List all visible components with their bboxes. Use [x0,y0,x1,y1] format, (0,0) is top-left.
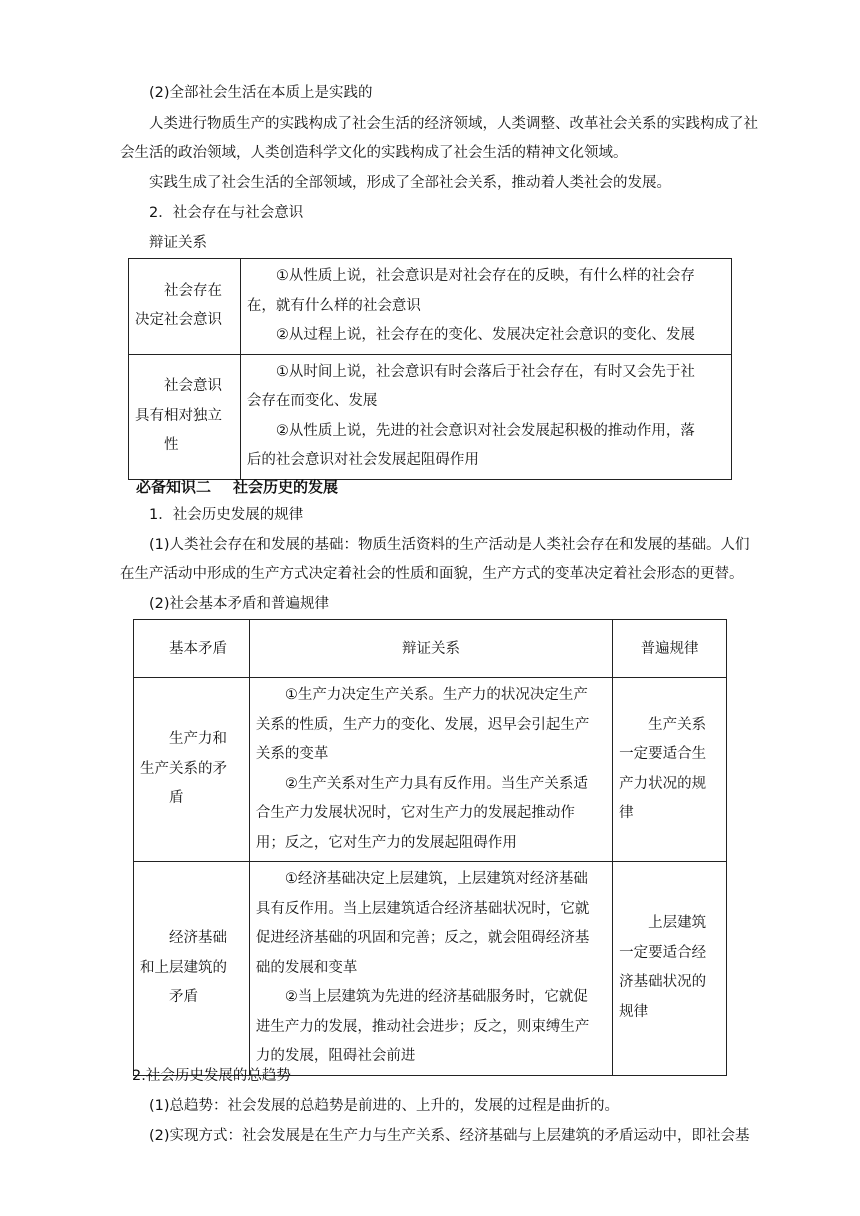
item2-title: (2)全部社会生活在本质上是实践的 [149,85,373,101]
cell-text: 后的社会意识对社会发展起阻碍作用 [246,452,479,468]
cell-text: 在，就有什么样的社会意识 [246,297,421,314]
table-cell [613,678,727,862]
section-title-text: 社会历史的发展 [233,478,339,496]
paragraph: (2)社会基本矛盾和普遍规律 [149,596,330,612]
cell-text: 产力状况的规 [619,775,707,792]
cell-text: 进生产力的发展，推动社会进步；反之，则束缚生产 [255,1018,590,1035]
cell-text: 会存在而变化、发展 [246,393,378,409]
cell-text: 合生产力发展状况时，它对生产力的发展起推动作 [255,805,575,821]
cell-text: 础的发展和变革 [255,959,358,976]
section-title [136,477,776,497]
cell-text: 性 [164,437,179,454]
table-cell [613,862,727,1076]
table-cell [129,354,241,479]
paragraph: 会生活的政治领域，人类创造科学文化的实践构成了社会生活的精神文化领域。 [120,145,628,161]
cell-text: 社会存在 [164,282,222,299]
paragraph: (1)人类社会存在和发展的基础：物质生活资料的生产活动是人类社会存在和发展的基础。人们 [149,537,750,553]
table-header-cell [249,620,612,678]
cell-text: 律 [619,805,634,821]
cell-text: 生产关系的矛 [140,760,227,777]
cell-text: ②从性质上说，先进的社会意识对社会发展起积极的推动作用，落 [275,422,695,439]
cell-text: 促进经济基础的巩固和完善；反之，就会阻碍经济基 [255,930,590,946]
section-heading: 2.社会历史发展的总趋势 [132,1068,291,1084]
table-header-cell [613,620,727,678]
cell-text: ①经济基础决定上层建筑，上层建筑对经济基础 [284,871,588,887]
cell-text: 盾 [169,790,184,807]
cell-text: ②当上层建筑为先进的经济基础服务时，它就促 [284,989,588,1005]
table-cell [134,678,250,862]
cell-text: 基本矛盾 [169,640,227,657]
table-cell [240,354,731,479]
table-row [134,678,727,862]
cell-text: 具有相对独立 [135,407,222,424]
cell-text: 生产力和 [169,731,227,748]
table-cell [129,259,241,355]
cell-text: ②生产关系对生产力具有反作用。当生产关系适 [284,775,588,792]
table-cell [249,862,612,1076]
cell-text: 关系的变革 [255,746,329,762]
cell-text: 用；反之，它对生产力的发展起阻碍作用 [255,834,517,851]
table-cell [240,259,731,355]
table-header-cell [134,620,250,678]
cell-text: 规律 [619,1003,649,1020]
table-header-row [134,620,727,678]
contradiction-table [133,619,727,1076]
cell-text: 决定社会意识 [135,312,222,329]
table-row [129,259,732,355]
cell-text: 生产关系 [648,716,707,733]
cell-text: 矛盾 [169,989,198,1005]
cell-text: 力的发展，阻碍社会前进 [255,1048,416,1064]
table-cell [134,862,250,1076]
relation-table [128,258,732,480]
table-row [129,354,732,479]
paragraph: 在生产活动中形成的生产方式决定着社会的性质和面貌，生产方式的变革决定着社会形态的更替。 [120,566,744,582]
paragraph: 人类进行物质生产的实践构成了社会生活的经济领域，人类调整、改革社会关系的实践构成了社 [149,116,758,132]
cell-text: 普遍规律 [640,640,699,657]
cell-text: 经济基础 [169,930,227,946]
table-row [134,862,727,1076]
paragraph: (2)实现方式：社会发展是在生产力与生产关系、经济基础与上层建筑的矛盾运动中，即社会基 [149,1128,750,1144]
cell-text: 一定要适合生 [619,746,707,762]
cell-text: 辩证关系 [401,640,460,657]
cell-text: 关系的性质，生产力的变化、发展，迟早会引起生产 [255,716,590,733]
cell-text: ①生产力决定生产关系。生产力的状况决定生产 [284,687,588,703]
cell-text: 社会意识 [164,378,222,395]
section-heading: 2．社会存在与社会意识 [149,205,304,221]
cell-text: ①从时间上说，社会意识有时会落后于社会存在，有时又会先于社 [275,363,695,380]
cell-text: 上层建筑 [648,915,707,932]
cell-text: 济基础状况的 [619,974,707,991]
cell-text: 和上层建筑的 [140,959,227,976]
section-title-number: 必备知识二 [136,478,212,496]
paragraph: (1)总趋势：社会发展的总趋势是前进的、上升的，发展的过程是曲折的。 [149,1098,620,1114]
table-cell [249,678,612,862]
cell-text: ②从过程上说，社会存在的变化、发展决定社会意识的变化、发展 [275,327,695,343]
cell-text: 一定要适合经 [619,944,707,961]
cell-text: ①从性质上说，社会意识是对社会存在的反映，有什么样的社会存 [275,268,695,284]
cell-text: 具有反作用。当上层建筑适合经济基础状况时，它就 [255,900,590,917]
paragraph: 实践生成了社会生活的全部领域，形成了全部社会关系，推动着人类社会的发展。 [149,175,671,191]
section-heading: 1．社会历史发展的规律 [149,507,304,523]
subheading: 辩证关系 [149,235,207,251]
